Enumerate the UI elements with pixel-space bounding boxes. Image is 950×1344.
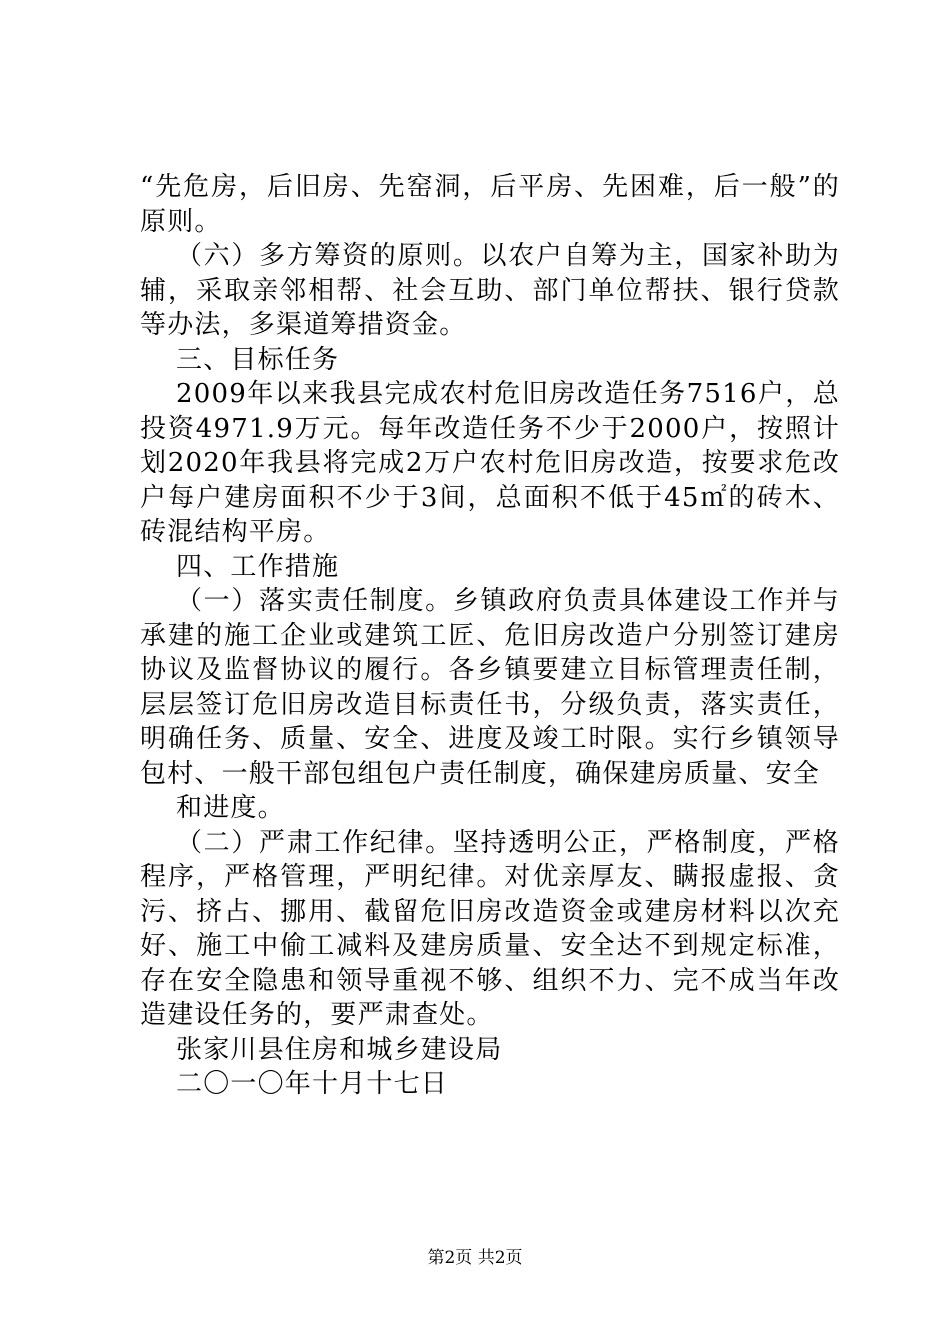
- document-body: [140, 170, 840, 1102]
- targets-paragraph: 2009年以来我县完成农村危旧房改造任务7516户，总投资4971.9万元。每年改造任务不少于2000户，按照计划2020年我县将完成2万户农村危旧房改造，按要求危改户每户建房面积不少于3间，总面积不低于45㎡的砖木、砖混结构平房。: [140, 379, 840, 547]
- section-heading-measures: 四、工作措施: [176, 551, 340, 582]
- measure-two-paragraph: （二）严肃工作纪律。坚持透明公正，严格制度，严格程序，严格管理，严明纪律。对优亲厚友、瞒报虚报、贪污、挤占、挪用、截留危旧房改造资金或建房材料以次充好、施工中偷工减料及建房质量、安全达不到规定标准，存在安全隐患和领导重视不够、组织不力、完不成当年改造建设任务的，要严肃查处。: [140, 827, 840, 1030]
- measure-one-tail: 和进度。: [176, 793, 285, 823]
- measure-one-paragraph: （一）落实责任制度。乡镇政府负责具体建设工作并与承建的施工企业或建筑工匠、危旧房改造户分别签订建房协议及监督协议的履行。各乡镇要建立目标管理责任制，层层签订危旧房改造目标责任书，分级负责，落实责任，明确任务、质量、安全、进度及竣工时限。实行乡镇领导包村、一般干部包组包户责任制度，确保建房质量、安全: [140, 586, 840, 789]
- section-heading-targets: 三、目标任务: [176, 344, 340, 375]
- issuer-name: 张家川县住房和城乡建设局: [176, 1034, 503, 1065]
- principle-six-paragraph: （六）多方筹资的原则。以农户自筹为主，国家补助为辅，采取亲邻相帮、社会互助、部门单位帮扶、银行贷款等办法，多渠道筹措资金。: [140, 241, 840, 340]
- issue-date: 二〇一〇年十月十七日: [176, 1069, 449, 1099]
- principle-five-continuation: “先危房，后旧房、先窑洞，后平房、先困难，后一般”的原则。: [140, 172, 840, 237]
- page-number-footer: 第2页 共2页: [427, 1248, 523, 1268]
